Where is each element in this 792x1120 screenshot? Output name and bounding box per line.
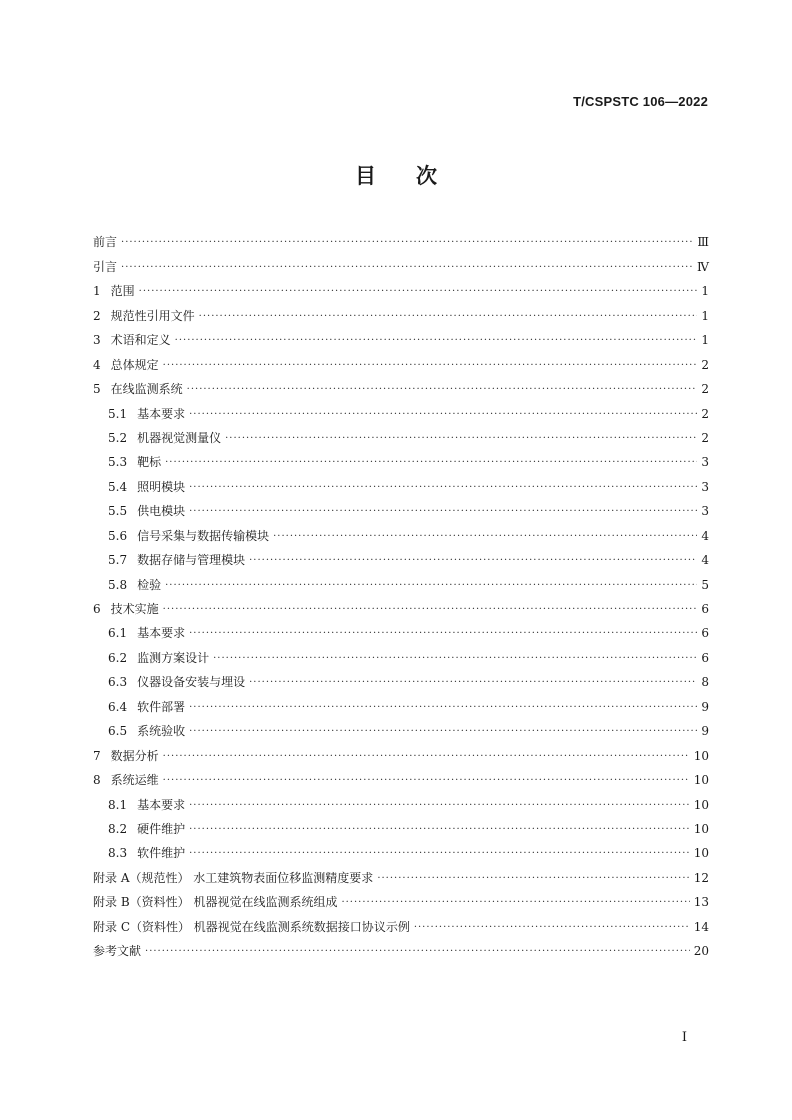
toc-entry[interactable]: [93, 250, 709, 274]
toc-entry-number: 6.1: [108, 626, 128, 641]
toc-entry[interactable]: [93, 470, 709, 494]
toc-entry-page: 5: [701, 577, 709, 592]
toc-entry-number: 5.5: [108, 504, 128, 519]
toc-entry-label: 技术实施: [110, 602, 159, 616]
toc-entry-page: 10: [693, 748, 709, 763]
toc-entry-number: 5.4: [108, 479, 128, 494]
toc-entry-label: 引言: [93, 259, 118, 274]
toc-entry-page: 13: [693, 895, 709, 910]
toc-dot-leader: [163, 774, 690, 788]
toc-entry[interactable]: [93, 299, 709, 323]
toc-entry[interactable]: [93, 422, 709, 446]
toc-entry[interactable]: [93, 568, 709, 592]
toc-entry-label: 监测方案设计: [137, 650, 210, 665]
toc-entry-page: Ⅳ: [697, 259, 709, 274]
toc-entry-page: 2: [701, 357, 709, 372]
toc-dot-leader: [225, 432, 697, 446]
toc-entry-label: 数据存储与管理模块: [137, 553, 246, 568]
toc-entry-label: 软件维护: [137, 846, 186, 861]
toc-entry-page: Ⅲ: [697, 235, 709, 250]
toc-dot-leader: [341, 896, 689, 910]
toc-entry-number: 6: [93, 602, 101, 616]
toc-entry[interactable]: [93, 495, 709, 519]
toc-entry[interactable]: [93, 544, 709, 568]
toc-entry-label: 照明模块: [137, 479, 186, 494]
toc-entry-page: 4: [701, 528, 709, 543]
document-code: T/CSPSTC 106—2022: [573, 94, 708, 109]
footer-page-number: I: [681, 1030, 687, 1045]
toc-dot-leader: [163, 750, 690, 764]
toc-entry-page: 3: [701, 455, 709, 470]
toc-entry-page: 9: [701, 699, 709, 714]
toc-entry-page: 20: [693, 944, 709, 959]
toc-dot-leader: [189, 505, 697, 519]
toc-dot-leader: [139, 285, 697, 299]
toc-entry-label: 机器视觉测量仪: [137, 430, 222, 445]
toc-dot-leader: [121, 236, 693, 250]
toc-entry[interactable]: [93, 788, 709, 812]
toc-dot-leader: [121, 261, 693, 275]
toc-entry-label: 信号采集与数据传输模块: [137, 528, 270, 543]
toc-entry-number: 1: [93, 284, 101, 299]
toc-entry[interactable]: [93, 275, 709, 299]
toc-entry-number: 6.5: [108, 724, 128, 739]
toc-entry-page: 3: [701, 479, 709, 494]
toc-entry[interactable]: [93, 910, 709, 934]
toc-dot-leader: [165, 456, 697, 470]
toc-entry-label: 总体规定: [110, 357, 159, 372]
toc-entry-label: 系统验收: [137, 724, 186, 739]
toc-dot-leader: [213, 652, 697, 666]
toc-dot-leader: [165, 579, 697, 593]
toc-dot-leader: [249, 676, 697, 690]
toc-entry-number: 6.4: [108, 699, 128, 714]
toc-entry-label: 基本要求: [137, 406, 186, 421]
toc-dot-leader: [189, 481, 697, 495]
toc-dot-leader: [175, 334, 697, 348]
toc-entry[interactable]: [93, 690, 709, 714]
toc-entry-label: 前言: [93, 235, 118, 250]
toc-entry[interactable]: [93, 935, 709, 959]
toc-entry-label: 在线监测系统: [110, 382, 183, 397]
toc-entry-number: 5.7: [108, 553, 128, 568]
toc-entry-label: 数据分析: [110, 748, 159, 763]
toc-dot-leader: [189, 799, 690, 813]
toc-entry-page: 6: [701, 650, 709, 665]
toc-dot-leader: [414, 921, 690, 935]
toc-entry-number: 6.2: [108, 650, 128, 665]
toc-entry-page: 1: [701, 308, 709, 323]
toc-entry-label: 附录 C（资料性） 机器视觉在线监测系统数据接口协议示例: [93, 919, 410, 934]
toc-entry-label: 基本要求: [137, 797, 186, 812]
toc-dot-leader: [187, 383, 697, 397]
toc-entry-page: 10: [693, 821, 709, 836]
toc-dot-leader: [189, 408, 697, 422]
toc-entry-page: 12: [693, 870, 709, 885]
toc-entry[interactable]: [93, 886, 709, 910]
toc-entry-number: 5.1: [108, 406, 128, 421]
toc-entry[interactable]: [93, 666, 709, 690]
toc-entry[interactable]: [93, 861, 709, 885]
toc-dot-leader: [273, 530, 697, 544]
toc-entry-label: 范围: [110, 284, 135, 299]
toc-entry[interactable]: [93, 519, 709, 543]
toc-entry-label: 系统运维: [110, 773, 159, 788]
toc-entry-label: 仪器设备安装与埋设: [137, 675, 246, 690]
toc-dot-leader: [189, 847, 690, 861]
toc-dot-leader: [199, 310, 697, 324]
toc-entry-number: 8.3: [108, 846, 128, 861]
toc-entry-number: 5.3: [108, 455, 128, 470]
toc-entry[interactable]: [93, 593, 709, 617]
toc-entry-number: 6.3: [108, 675, 128, 690]
toc-entry-number: 8.2: [108, 821, 128, 836]
toc-entry-page: 2: [701, 406, 709, 421]
toc-entry-page: 6: [701, 626, 709, 641]
toc-entry[interactable]: [93, 348, 709, 372]
toc-dot-leader: [163, 603, 697, 617]
title-char-2: 次: [416, 164, 437, 188]
toc-dot-leader: [249, 554, 697, 568]
toc-entry-label: 软件部署: [137, 699, 186, 714]
toc-dot-leader: [189, 701, 697, 715]
page-title: [0, 160, 792, 190]
toc-entry-number: 8: [93, 773, 101, 788]
toc-entry[interactable]: [93, 764, 709, 788]
toc-entry-number: 7: [93, 748, 101, 763]
toc-entry-page: 2: [701, 430, 709, 445]
toc-entry-label: 靶标: [137, 455, 162, 470]
toc-entry-page: 2: [701, 382, 709, 397]
toc-entry[interactable]: [93, 739, 709, 763]
toc-entry-page: 9: [701, 724, 709, 739]
toc-dot-leader: [189, 725, 697, 739]
title-char-1: 目: [355, 164, 376, 188]
toc-entry-label: 供电模块: [137, 504, 186, 519]
toc-dot-leader: [163, 359, 697, 373]
toc-entry-page: 4: [701, 553, 709, 568]
toc-entry-label: 基本要求: [137, 626, 186, 641]
toc-entry-page: 10: [693, 797, 709, 812]
toc-entry-page: 1: [701, 284, 709, 299]
toc-entry-label: 检验: [137, 577, 162, 592]
toc-dot-leader: [189, 823, 690, 837]
toc-entry[interactable]: [93, 324, 709, 348]
toc-entry-label: 参考文献: [93, 944, 142, 959]
toc-dot-leader: [189, 627, 697, 641]
toc-entry-page: 10: [693, 773, 709, 788]
toc-entry-page: 3: [701, 504, 709, 519]
toc-entry-number: 4: [93, 357, 101, 372]
toc-entry-number: 5.8: [108, 577, 128, 592]
toc-entry-label: 附录 A（规范性） 水工建筑物表面位移监测精度要求: [93, 870, 374, 885]
toc-entry-label: 附录 B（资料性） 机器视觉在线监测系统组成: [93, 895, 338, 910]
toc-entry-number: 5.6: [108, 528, 128, 543]
toc-entry-page: 8: [701, 675, 709, 690]
toc-entry[interactable]: [93, 641, 709, 665]
toc-entry-number: 2: [93, 308, 101, 323]
toc-dot-leader: [145, 945, 690, 959]
toc-entry[interactable]: [93, 715, 709, 739]
toc-entry[interactable]: [93, 813, 709, 837]
toc-entry[interactable]: [93, 446, 709, 470]
toc-entry-number: 5.2: [108, 430, 128, 445]
toc-entry-page: 1: [701, 333, 709, 348]
toc-entry-label: 硬件维护: [137, 821, 186, 836]
table-of-contents: [93, 226, 709, 959]
toc-entry[interactable]: [93, 226, 709, 250]
toc-entry[interactable]: [93, 373, 709, 397]
toc-entry[interactable]: [93, 837, 709, 861]
toc-entry-label: 术语和定义: [110, 333, 171, 348]
toc-entry-page: 6: [701, 602, 709, 616]
toc-entry-page: 10: [693, 846, 709, 861]
toc-entry-number: 3: [93, 333, 101, 348]
toc-entry[interactable]: [93, 397, 709, 421]
toc-dot-leader: [377, 872, 689, 886]
toc-entry-page: 14: [693, 919, 709, 934]
toc-entry-label: 规范性引用文件: [110, 308, 195, 323]
toc-entry[interactable]: [93, 617, 709, 641]
toc-entry-number: 8.1: [108, 797, 128, 812]
toc-entry-number: 5: [93, 382, 101, 397]
